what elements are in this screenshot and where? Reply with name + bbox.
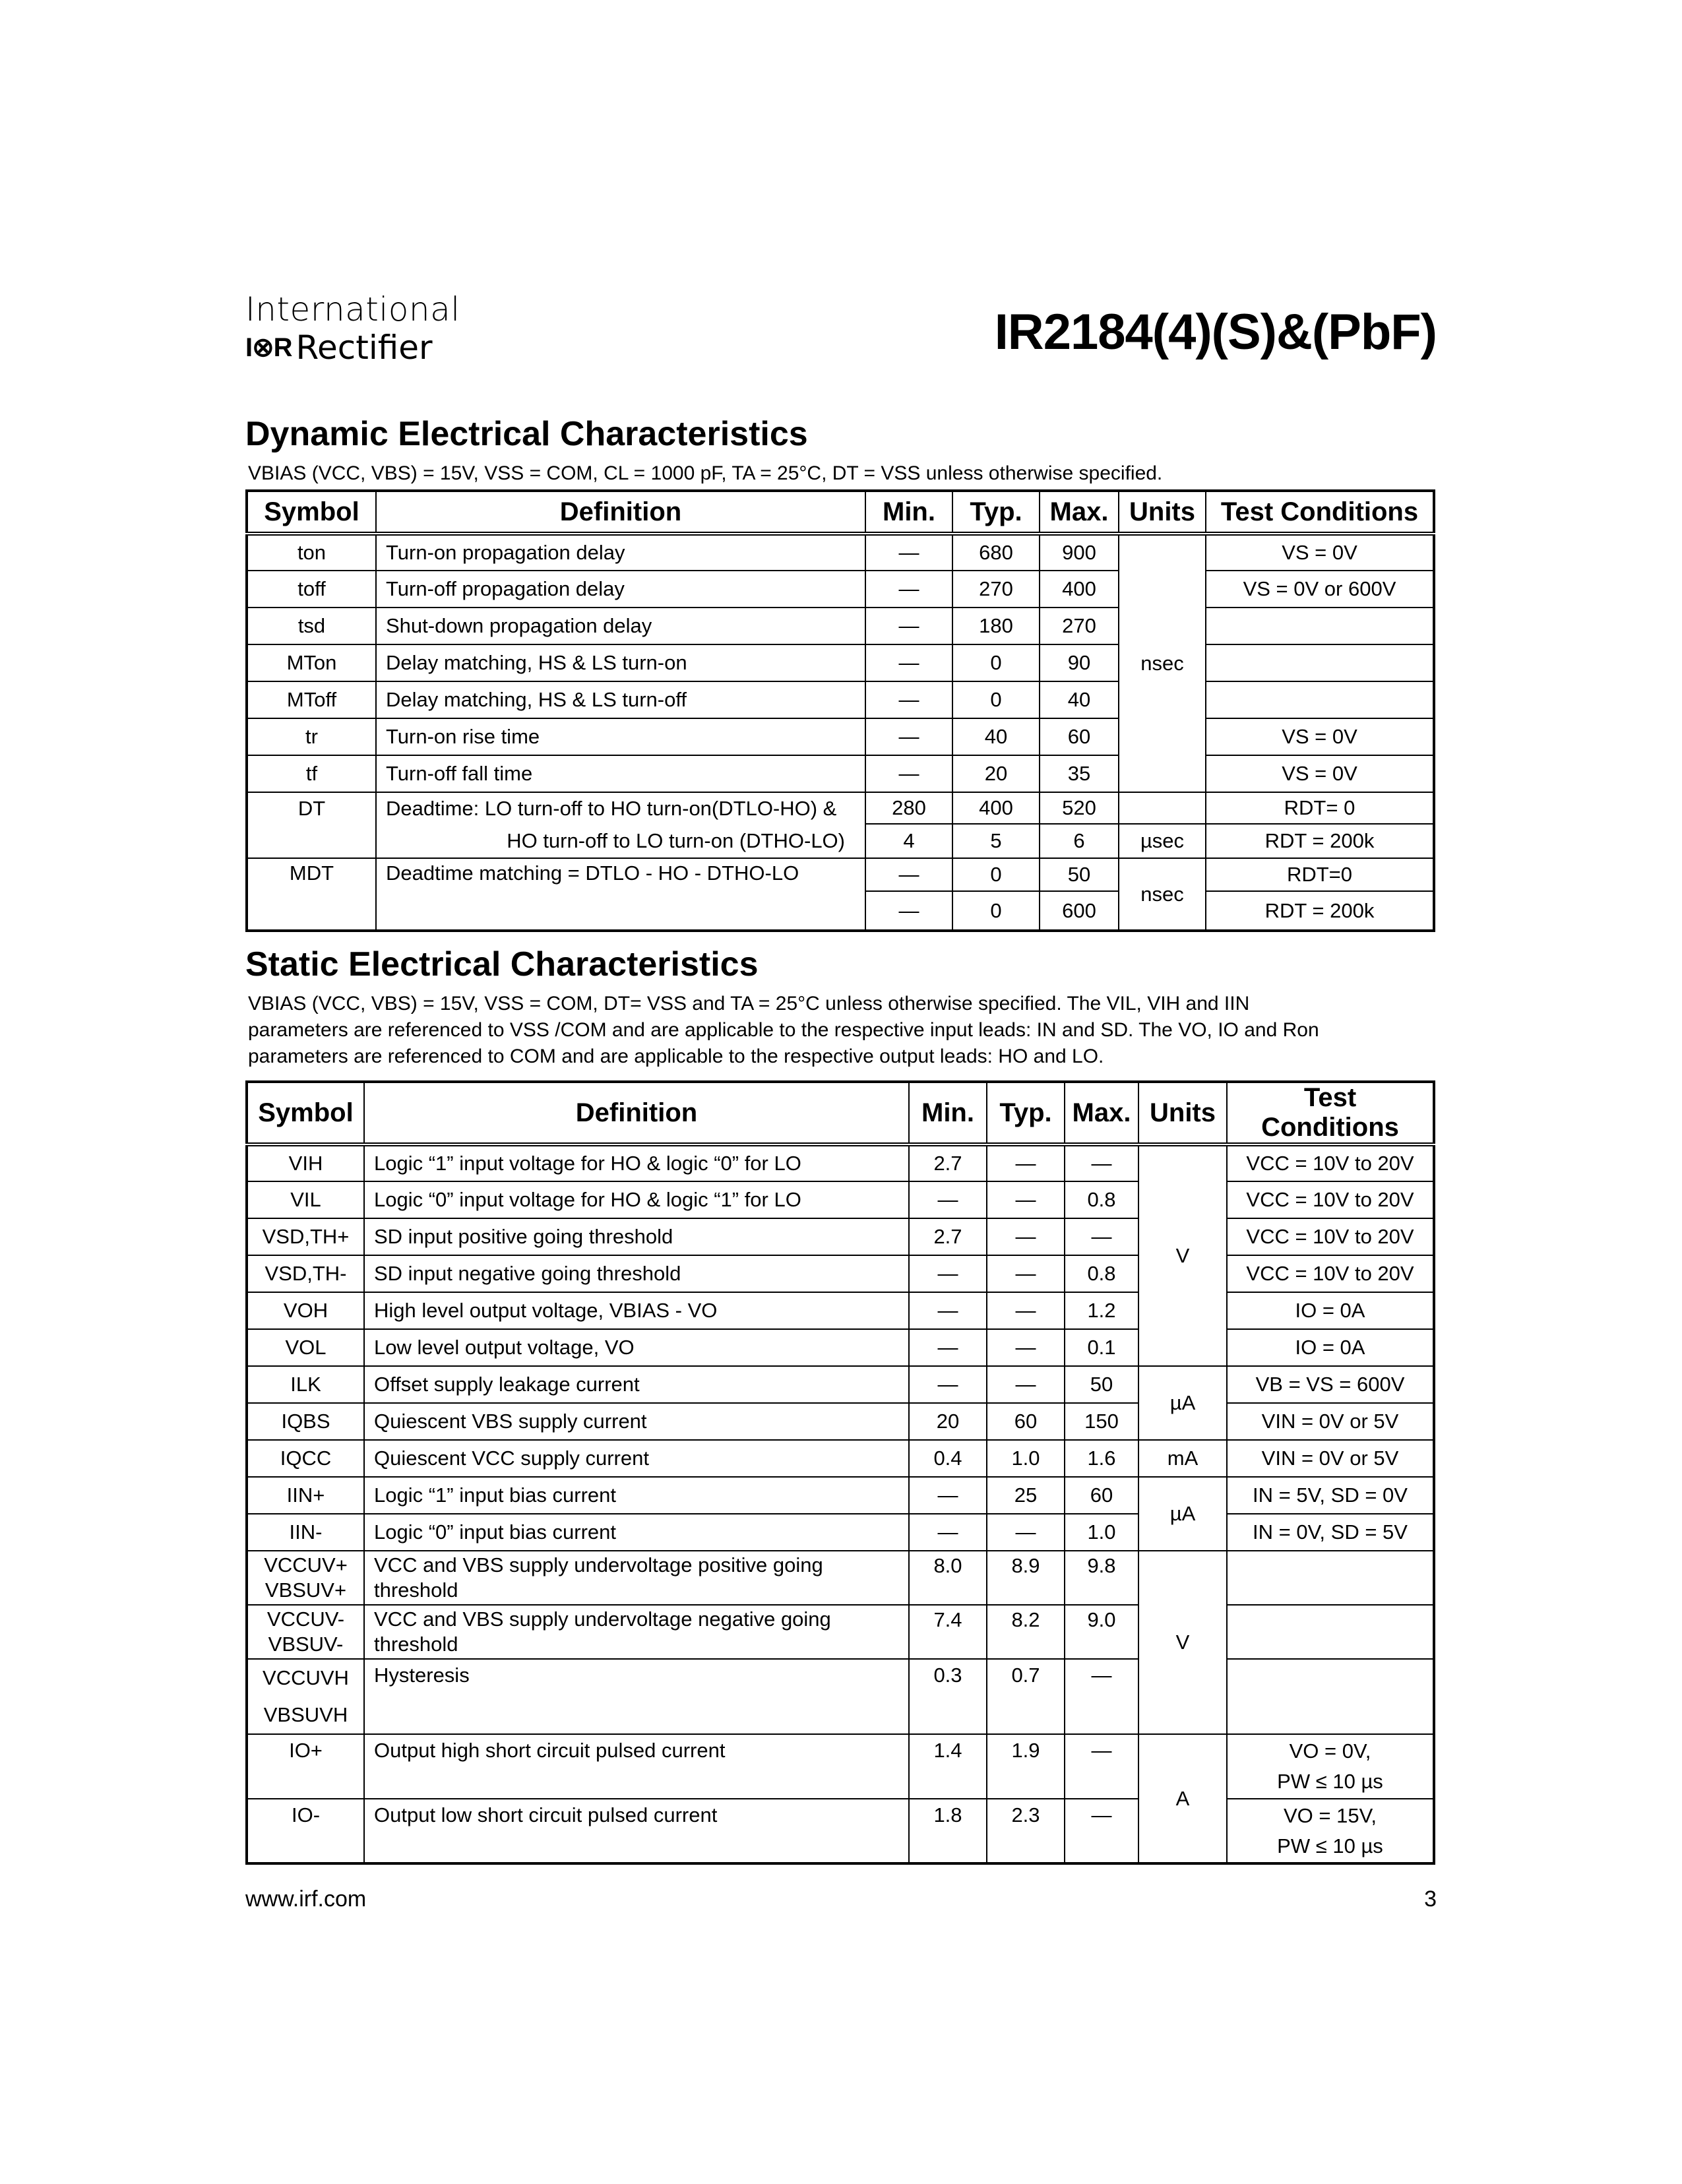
static-conditions-line-2: parameters are referenced to VSS /COM and are applicable to the respective input leads: IN and SD. The VO, IO and Ron <box>248 1019 1319 1041</box>
definition-cell: Turn-off propagation delay <box>376 571 865 608</box>
test-condition-cell: VCC = 10V to 20V <box>1227 1181 1434 1218</box>
max-cell: 1.6 <box>1065 1440 1138 1477</box>
max-cell: 60 <box>1065 1477 1138 1514</box>
units-cell: nsec <box>1119 858 1206 931</box>
max-cell: — <box>1065 1218 1138 1255</box>
table-row <box>247 1181 1434 1218</box>
max-cell: 6 <box>1040 824 1119 858</box>
symbol-cell: IQCC <box>247 1440 364 1477</box>
min-cell: 0.3 <box>909 1659 987 1734</box>
symbol-cell: IIN- <box>247 1514 364 1551</box>
typ-cell: 0 <box>952 681 1040 718</box>
definition-cell: Turn-on propagation delay <box>376 534 865 571</box>
test-condition-cell: IO = 0A <box>1227 1292 1434 1329</box>
table-row <box>247 792 1434 824</box>
definition-cell: Output low short circuit pulsed current <box>364 1799 909 1863</box>
max-cell: 270 <box>1040 608 1119 644</box>
max-cell: — <box>1065 1144 1138 1181</box>
test-condition-cell: VS = 0V <box>1206 534 1434 571</box>
min-cell: — <box>909 1514 987 1551</box>
units-cell: V <box>1138 1144 1227 1366</box>
symbol-cell: VSD,TH+ <box>247 1218 364 1255</box>
symbol-cell: VIH <box>247 1144 364 1181</box>
min-cell: 280 <box>865 792 952 824</box>
max-cell: 0.8 <box>1065 1255 1138 1292</box>
static-conditions-line-1: VBIAS (VCC, VBS) = 15V, VSS = COM, DT= VSS and TA = 25°C unless otherwise specified. The VIL, VIH and IIN <box>248 993 1250 1014</box>
ior-logo-mark: I⊗R <box>245 333 292 362</box>
definition-cell <box>364 1605 909 1659</box>
symbol-cell: ILK <box>247 1366 364 1403</box>
test-condition-cell <box>1227 1551 1434 1605</box>
definition-cell: Logic “0” input bias current <box>364 1514 909 1551</box>
symbol-cell: VSD,TH- <box>247 1255 364 1292</box>
test-condition-cell: VIN = 0V or 5V <box>1227 1403 1434 1440</box>
min-cell: 20 <box>909 1403 987 1440</box>
header-definition: Definition <box>364 1082 909 1144</box>
typ-cell: 0 <box>952 644 1040 681</box>
definition-line-1: VCC and VBS supply undervoltage positive going <box>374 1553 823 1576</box>
typ-cell: 1.9 <box>987 1734 1065 1799</box>
min-cell: — <box>865 681 952 718</box>
typ-cell: 400 <box>952 792 1040 824</box>
typ-cell: 60 <box>987 1403 1065 1440</box>
symbol-line-2: VBSUVH <box>263 1703 348 1726</box>
header-typ: Typ. <box>987 1082 1065 1144</box>
table-row <box>247 1255 1434 1292</box>
table-row <box>247 1477 1434 1514</box>
table-row <box>247 1292 1434 1329</box>
definition-cell: High level output voltage, VBIAS - VO <box>364 1292 909 1329</box>
symbol-cell <box>247 1605 364 1659</box>
page-number: 3 <box>1424 1887 1437 1912</box>
definition-cell: Output high short circuit pulsed current <box>364 1734 909 1799</box>
definition-cell: HO turn-off to LO turn-on (DTHO-LO) <box>376 824 865 858</box>
test-condition-cell: VB = VS = 600V <box>1227 1366 1434 1403</box>
symbol-line-2: VBSUV+ <box>265 1578 347 1602</box>
min-cell: — <box>865 755 952 792</box>
test-condition-cell: VS = 0V <box>1206 718 1434 755</box>
typ-cell: — <box>987 1218 1065 1255</box>
min-cell: 7.4 <box>909 1605 987 1659</box>
test-condition-cell <box>1227 1799 1434 1863</box>
logo-text-rectifier-line <box>245 328 443 367</box>
definition-cell: Delay matching, HS & LS turn-on <box>376 644 865 681</box>
header-units: Units <box>1119 491 1206 534</box>
min-cell: 2.7 <box>909 1218 987 1255</box>
table-row <box>247 1799 1434 1863</box>
definition-cell: Turn-on rise time <box>376 718 865 755</box>
logo-text-rectifier: Rectifier <box>296 328 433 367</box>
dynamic-section-title: Dynamic Electrical Characteristics <box>245 415 808 453</box>
definition-line-2: threshold <box>374 1633 458 1656</box>
header-min: Min. <box>909 1082 987 1144</box>
table-row <box>247 644 1434 681</box>
symbol-cell: IQBS <box>247 1403 364 1440</box>
min-cell: 1.4 <box>909 1734 987 1799</box>
typ-cell: 1.0 <box>987 1440 1065 1477</box>
typ-cell: 0 <box>952 858 1040 891</box>
static-section-title: Static Electrical Characteristics <box>245 945 759 983</box>
typ-cell: 20 <box>952 755 1040 792</box>
min-cell: — <box>909 1181 987 1218</box>
test-condition-cell <box>1206 644 1434 681</box>
test-condition-cell <box>1206 608 1434 644</box>
units-cell: A <box>1138 1734 1227 1863</box>
test-condition-cell <box>1227 1734 1434 1799</box>
test-condition-line-1: VO = 0V, <box>1289 1739 1371 1763</box>
typ-cell: 0.7 <box>987 1659 1065 1734</box>
header-min: Min. <box>865 491 952 534</box>
header-units: Units <box>1138 1082 1227 1144</box>
test-condition-cell: IN = 5V, SD = 0V <box>1227 1477 1434 1514</box>
max-cell: 0.8 <box>1065 1181 1138 1218</box>
typ-cell: — <box>987 1181 1065 1218</box>
max-cell: 520 <box>1040 792 1119 824</box>
typ-cell: 25 <box>987 1477 1065 1514</box>
max-cell: — <box>1065 1734 1138 1799</box>
units-cell: µsec <box>1119 824 1206 858</box>
max-cell: 50 <box>1040 858 1119 891</box>
table-row <box>247 571 1434 608</box>
typ-cell: — <box>987 1366 1065 1403</box>
min-cell: — <box>865 608 952 644</box>
table-row <box>247 534 1434 571</box>
min-cell: — <box>865 571 952 608</box>
min-cell: 1.8 <box>909 1799 987 1863</box>
typ-cell: — <box>987 1292 1065 1329</box>
definition-line-1: Hysteresis <box>374 1664 470 1687</box>
definition-cell: Delay matching, HS & LS turn-off <box>376 681 865 718</box>
max-cell: 150 <box>1065 1403 1138 1440</box>
symbol-cell: tsd <box>247 608 376 644</box>
min-cell: — <box>865 891 952 931</box>
header-typ: Typ. <box>952 491 1040 534</box>
max-cell: 400 <box>1040 571 1119 608</box>
max-cell: 9.0 <box>1065 1605 1138 1659</box>
definition-cell: SD input negative going threshold <box>364 1255 909 1292</box>
max-cell: 0.1 <box>1065 1329 1138 1366</box>
symbol-line-1: VCCUV- <box>266 1607 345 1631</box>
dynamic-characteristics-table <box>245 489 1435 932</box>
test-condition-cell: VIN = 0V or 5V <box>1227 1440 1434 1477</box>
static-conditions-line-3: parameters are referenced to COM and are applicable to the respective output leads: HO and LO. <box>248 1045 1104 1067</box>
definition-cell: Offset supply leakage current <box>364 1366 909 1403</box>
definition-cell: Deadtime: LO turn-off to HO turn-on(DTLO-HO) & <box>376 792 865 824</box>
definition-line-2: threshold <box>374 1578 458 1602</box>
min-cell: — <box>865 534 952 571</box>
symbol-cell: IO- <box>247 1799 364 1863</box>
test-condition-cell: RDT= 0 <box>1206 792 1434 824</box>
typ-cell: — <box>987 1144 1065 1181</box>
typ-cell: 5 <box>952 824 1040 858</box>
max-cell: — <box>1065 1659 1138 1734</box>
units-cell: nsec <box>1119 534 1206 792</box>
units-cell: V <box>1138 1551 1227 1734</box>
typ-cell: 8.9 <box>987 1551 1065 1605</box>
table-row <box>247 1605 1434 1659</box>
symbol-cell <box>247 1659 364 1734</box>
footer-url: www.irf.com <box>245 1887 367 1912</box>
max-cell: 40 <box>1040 681 1119 718</box>
table-row <box>247 1329 1434 1366</box>
symbol-cell: VOH <box>247 1292 364 1329</box>
symbol-cell: VIL <box>247 1181 364 1218</box>
symbol-cell: toff <box>247 571 376 608</box>
definition-cell: Deadtime matching = DTLO - HO - DTHO-LO <box>376 858 865 931</box>
part-number-title: IR2184(4)(S)&(PbF) <box>994 304 1437 360</box>
test-condition-line-2: PW ≤ 10 µs <box>1277 1834 1383 1857</box>
definition-cell: Logic “1” input voltage for HO & logic “0” for LO <box>364 1144 909 1181</box>
header-definition: Definition <box>376 491 865 534</box>
definition-line-1: VCC and VBS supply undervoltage negative going <box>374 1607 831 1631</box>
max-cell: — <box>1065 1799 1138 1863</box>
test-condition-cell: IN = 0V, SD = 5V <box>1227 1514 1434 1551</box>
table-header-row <box>247 1082 1434 1144</box>
typ-cell: 680 <box>952 534 1040 571</box>
min-cell: 2.7 <box>909 1144 987 1181</box>
definition-cell <box>364 1659 909 1734</box>
definition-cell: SD input positive going threshold <box>364 1218 909 1255</box>
typ-cell: 40 <box>952 718 1040 755</box>
min-cell: — <box>909 1366 987 1403</box>
table-row <box>247 608 1434 644</box>
symbol-cell: VOL <box>247 1329 364 1366</box>
symbol-cell: IO+ <box>247 1734 364 1799</box>
test-condition-cell <box>1227 1659 1434 1734</box>
test-condition-cell: VCC = 10V to 20V <box>1227 1255 1434 1292</box>
max-cell: 90 <box>1040 644 1119 681</box>
symbol-cell: tr <box>247 718 376 755</box>
test-condition-cell <box>1227 1605 1434 1659</box>
typ-cell: 8.2 <box>987 1605 1065 1659</box>
min-cell: — <box>865 858 952 891</box>
table-row <box>247 1734 1434 1799</box>
company-logo <box>245 290 460 367</box>
max-cell: 35 <box>1040 755 1119 792</box>
symbol-cell: MTon <box>247 644 376 681</box>
definition-cell <box>364 1551 909 1605</box>
table-row <box>247 1514 1434 1551</box>
table-row <box>247 1659 1434 1734</box>
dynamic-conditions: VBIAS (VCC, VBS) = 15V, VSS = COM, CL = 1000 pF, TA = 25°C, DT = VSS unless otherwise specified. <box>248 462 1163 484</box>
symbol-cell: IIN+ <box>247 1477 364 1514</box>
table-row <box>247 824 1434 858</box>
symbol-line-1: VCCUV+ <box>264 1553 348 1576</box>
units-cell <box>1119 792 1206 824</box>
table-row <box>247 681 1434 718</box>
test-condition-cell: RDT = 200k <box>1206 891 1434 931</box>
min-cell: — <box>909 1477 987 1514</box>
header-max: Max. <box>1065 1082 1138 1144</box>
test-condition-cell: VS = 0V or 600V <box>1206 571 1434 608</box>
min-cell: 0.4 <box>909 1440 987 1477</box>
symbol-cell: tf <box>247 755 376 792</box>
max-cell: 1.0 <box>1065 1514 1138 1551</box>
table-row <box>247 1366 1434 1403</box>
logo-text-international: International <box>245 290 460 328</box>
table-row <box>247 1403 1434 1440</box>
test-condition-cell <box>1206 681 1434 718</box>
min-cell: — <box>865 644 952 681</box>
definition-cell: Turn-off fall time <box>376 755 865 792</box>
symbol-cell: MToff <box>247 681 376 718</box>
typ-cell: — <box>987 1514 1065 1551</box>
min-cell: 4 <box>865 824 952 858</box>
units-cell: µA <box>1138 1366 1227 1440</box>
table-row <box>247 718 1434 755</box>
header-test-conditions: Test Conditions <box>1227 1082 1434 1144</box>
min-cell: — <box>909 1329 987 1366</box>
max-cell: 900 <box>1040 534 1119 571</box>
test-condition-cell: VCC = 10V to 20V <box>1227 1218 1434 1255</box>
table-row <box>247 1218 1434 1255</box>
static-conditions <box>248 991 1435 1070</box>
test-condition-cell: VCC = 10V to 20V <box>1227 1144 1434 1181</box>
header-symbol: Symbol <box>247 491 376 534</box>
min-cell: — <box>909 1292 987 1329</box>
typ-cell: — <box>987 1255 1065 1292</box>
max-cell: 1.2 <box>1065 1292 1138 1329</box>
definition-cell: Low level output voltage, VO <box>364 1329 909 1366</box>
units-cell: µA <box>1138 1477 1227 1551</box>
test-condition-cell: VS = 0V <box>1206 755 1434 792</box>
max-cell: 60 <box>1040 718 1119 755</box>
test-condition-line-2: PW ≤ 10 µs <box>1277 1770 1383 1793</box>
units-cell: mA <box>1138 1440 1227 1477</box>
static-characteristics-table <box>245 1080 1435 1865</box>
max-cell: 600 <box>1040 891 1119 931</box>
definition-cell: Quiescent VBS supply current <box>364 1403 909 1440</box>
header-test-conditions: Test Conditions <box>1206 491 1434 534</box>
test-condition-line-1: VO = 15V, <box>1283 1803 1377 1827</box>
min-cell: — <box>865 718 952 755</box>
test-condition-cell: RDT=0 <box>1206 858 1434 891</box>
symbol-cell <box>247 1551 364 1605</box>
definition-cell: Logic “1” input bias current <box>364 1477 909 1514</box>
table-row <box>247 755 1434 792</box>
definition-cell: Quiescent VCC supply current <box>364 1440 909 1477</box>
symbol-cell: MDT <box>247 858 376 931</box>
typ-cell: 0 <box>952 891 1040 931</box>
test-condition-cell: IO = 0A <box>1227 1329 1434 1366</box>
table-row <box>247 1551 1434 1605</box>
test-condition-cell: RDT = 200k <box>1206 824 1434 858</box>
min-cell: 8.0 <box>909 1551 987 1605</box>
header-symbol: Symbol <box>247 1082 364 1144</box>
min-cell: — <box>909 1255 987 1292</box>
typ-cell: 2.3 <box>987 1799 1065 1863</box>
definition-cell: Shut-down propagation delay <box>376 608 865 644</box>
definition-cell: Logic “0” input voltage for HO & logic “1” for LO <box>364 1181 909 1218</box>
symbol-line-2: VBSUV- <box>268 1633 344 1656</box>
max-cell: 9.8 <box>1065 1551 1138 1605</box>
max-cell: 50 <box>1065 1366 1138 1403</box>
header-max: Max. <box>1040 491 1119 534</box>
table-row <box>247 858 1434 891</box>
symbol-cell: ton <box>247 534 376 571</box>
table-row <box>247 1440 1434 1477</box>
typ-cell: 270 <box>952 571 1040 608</box>
symbol-cell: DT <box>247 792 376 858</box>
typ-cell: — <box>987 1329 1065 1366</box>
table-row <box>247 1144 1434 1181</box>
table-header-row <box>247 491 1434 534</box>
symbol-line-1: VCCUVH <box>263 1666 349 1689</box>
typ-cell: 180 <box>952 608 1040 644</box>
